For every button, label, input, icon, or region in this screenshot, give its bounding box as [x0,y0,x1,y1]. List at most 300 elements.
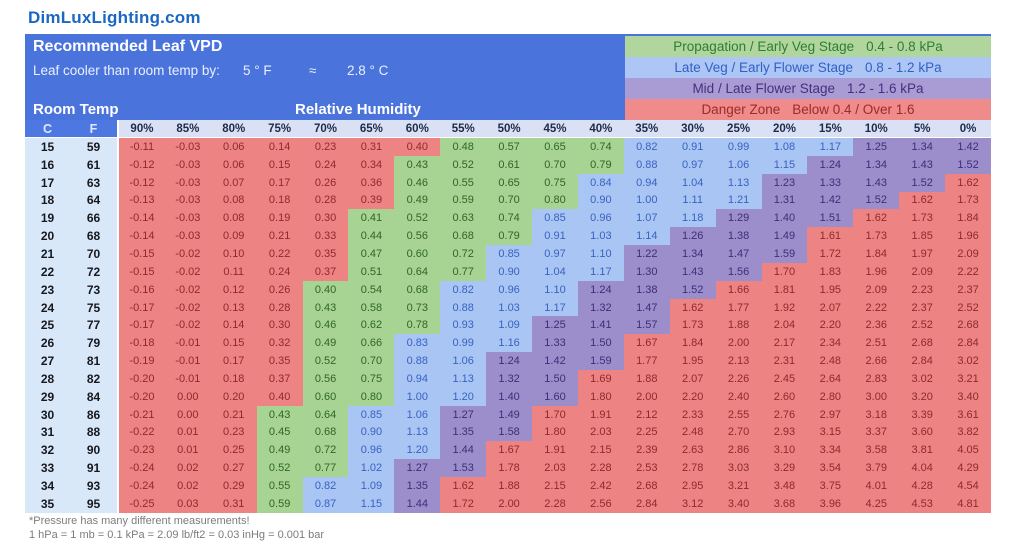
vpd-cell: 4.04 [899,459,945,477]
vpd-cell: 3.58 [853,441,899,459]
vpd-cell: 2.97 [807,406,853,424]
vpd-cell: 1.31 [762,192,808,210]
vpd-cell: 1.26 [670,227,716,245]
vpd-cell: 1.73 [899,209,945,227]
temp-c-cell: 19 [25,209,70,227]
vpd-cell: 0.43 [303,299,349,317]
vpd-cell: 0.85 [486,245,532,263]
vpd-cell: 0.31 [211,495,257,513]
leaf-cooler-label: Leaf cooler than room temp by: [33,63,220,78]
vpd-cell: 0.18 [257,192,303,210]
vpd-cell: 0.49 [257,441,303,459]
vpd-cell: 0.85 [532,209,578,227]
vpd-cell: -0.19 [119,352,165,370]
vpd-cell: 0.00 [165,388,211,406]
temp-c-cell: 18 [25,192,70,210]
vpd-cell: 2.37 [899,299,945,317]
vpd-cell: 1.30 [624,263,670,281]
vpd-cell: 1.59 [762,245,808,263]
vpd-cell: 0.90 [486,263,532,281]
vpd-cell: -0.25 [119,495,165,513]
temp-c-cell: 23 [25,281,70,299]
vpd-cell: 0.79 [486,227,532,245]
vpd-cell: 3.40 [716,495,762,513]
temp-c-cell: 32 [25,441,70,459]
vpd-cell: 0.30 [303,209,349,227]
vpd-cell: 0.97 [532,245,578,263]
vpd-cell: 1.85 [899,227,945,245]
leaf-offset-row [25,63,625,80]
footnote-line-2: 1 hPa = 1 mb = 0.1 kPa = 2.09 lb/ft2 = 0.03 inHg = 0.001 bar [29,529,325,541]
vpd-cell: 1.06 [394,406,440,424]
vpd-cell: -0.03 [165,192,211,210]
vpd-cell: 0.24 [257,263,303,281]
vpd-cell: 1.73 [945,192,991,210]
vpd-cell: 0.61 [486,156,532,174]
vpd-cell: 1.42 [945,138,991,156]
vpd-cell: 1.20 [440,388,486,406]
humidity-header-cell: 5% [899,120,945,138]
vpd-cell: 0.26 [257,281,303,299]
vpd-cell: -0.13 [119,192,165,210]
legend-row-propagation [625,36,991,57]
vpd-cell: 1.14 [624,227,670,245]
vpd-cell: -0.24 [119,459,165,477]
vpd-banner [25,34,991,120]
vpd-cell: -0.20 [119,388,165,406]
vpd-cell: 1.50 [578,334,624,352]
vpd-cell: 1.80 [578,388,624,406]
vpd-cell: 2.52 [945,299,991,317]
vpd-cell: 0.30 [257,316,303,334]
vpd-cell: 1.70 [532,406,578,424]
temp-c-cell: 17 [25,174,70,192]
vpd-cell: 0.06 [211,138,257,156]
vpd-legend [625,36,991,120]
temp-f-cell: 81 [70,352,119,370]
vpd-cell: 1.42 [532,352,578,370]
vpd-cell: 1.16 [486,334,532,352]
vpd-cell: 0.41 [348,209,394,227]
vpd-cell: 1.24 [807,156,853,174]
vpd-cell: 0.11 [211,263,257,281]
vpd-cell: 0.28 [257,299,303,317]
legend-range: 0.4 - 0.8 kPa [866,39,943,54]
vpd-cell: 0.15 [211,334,257,352]
vpd-cell: 0.37 [257,370,303,388]
vpd-cell: 0.99 [440,334,486,352]
vpd-cell: 3.68 [762,495,808,513]
vpd-cell: 1.59 [578,352,624,370]
vpd-cell: -0.03 [165,138,211,156]
temp-f-cell: 79 [70,334,119,352]
vpd-cell: 0.20 [211,388,257,406]
vpd-cell: 2.09 [945,245,991,263]
vpd-cell: 2.95 [670,477,716,495]
vpd-cell: 1.69 [578,370,624,388]
vpd-cell: 0.18 [211,370,257,388]
vpd-cell: 2.42 [578,477,624,495]
vpd-cell: 0.52 [303,352,349,370]
temp-c-cell: 20 [25,227,70,245]
vpd-cell: -0.12 [119,174,165,192]
vpd-cell: 1.29 [716,209,762,227]
vpd-cell: 1.92 [762,299,808,317]
vpd-cell: 0.91 [670,138,716,156]
vpd-cell: 3.79 [853,459,899,477]
temp-f-header: F [70,120,119,138]
vpd-cell: 1.60 [532,388,578,406]
vpd-cell: 2.25 [624,424,670,442]
vpd-cell: -0.23 [119,441,165,459]
vpd-cell: 0.49 [303,334,349,352]
vpd-cell: 2.78 [670,459,716,477]
vpd-cell: 1.35 [440,424,486,442]
vpd-cell: 3.20 [899,388,945,406]
vpd-cell: 1.58 [486,424,532,442]
vpd-cell: 0.29 [211,477,257,495]
vpd-cell: 1.20 [394,441,440,459]
vpd-cell: 0.37 [303,263,349,281]
site-title[interactable]: DimLuxLighting.com [28,8,201,27]
vpd-cell: 0.90 [348,424,394,442]
vpd-cell: 0.96 [348,441,394,459]
legend-row-late-veg [625,57,991,78]
vpd-cell: 4.25 [853,495,899,513]
vpd-cell: 1.77 [716,299,762,317]
humidity-header-cell: 25% [716,120,762,138]
vpd-cell: 2.28 [532,495,578,513]
vpd-cell: 0.68 [303,424,349,442]
vpd-cell: 0.35 [257,352,303,370]
vpd-cell: 1.18 [670,209,716,227]
vpd-cell: 2.31 [762,352,808,370]
vpd-cell: 2.09 [899,263,945,281]
vpd-cell: 1.43 [853,174,899,192]
vpd-cell: 0.58 [348,299,394,317]
temp-f-cell: 64 [70,192,119,210]
humidity-header-cell: 55% [440,120,486,138]
vpd-cell: -0.22 [119,424,165,442]
vpd-cell: 0.63 [440,209,486,227]
vpd-cell: 2.12 [624,406,670,424]
vpd-cell: 0.77 [440,263,486,281]
vpd-cell: 0.88 [440,299,486,317]
temp-f-cell: 72 [70,263,119,281]
vpd-cell: 0.65 [486,174,532,192]
vpd-cell: 2.13 [716,352,762,370]
vpd-cell: 0.56 [394,227,440,245]
vpd-cell: 1.13 [440,370,486,388]
vpd-cell: 0.75 [348,370,394,388]
vpd-cell: 0.09 [211,227,257,245]
vpd-cell: 3.39 [899,406,945,424]
temp-c-cell: 27 [25,352,70,370]
temp-c-cell: 22 [25,263,70,281]
vpd-cell: 2.22 [945,263,991,281]
vpd-cell: 2.76 [762,406,808,424]
vpd-cell: 0.84 [578,174,624,192]
temp-c-cell: 33 [25,459,70,477]
vpd-cell: 0.47 [348,245,394,263]
humidity-header-cell: 30% [670,120,716,138]
vpd-cell: 1.73 [853,227,899,245]
vpd-cell: 2.52 [899,316,945,334]
temp-f-cell: 73 [70,281,119,299]
vpd-cell: 0.62 [348,316,394,334]
vpd-cell: 0.94 [394,370,440,388]
vpd-cell: -0.14 [119,227,165,245]
humidity-header-cell: 60% [394,120,440,138]
vpd-cell: -0.16 [119,281,165,299]
vpd-cell: -0.03 [165,156,211,174]
legend-range: Below 0.4 / Over 1.6 [792,102,915,117]
approx-equal-icon: ≈ [309,63,317,78]
humidity-header-cell: 65% [348,120,394,138]
vpd-cell: 3.60 [899,424,945,442]
vpd-cell: 1.04 [670,174,716,192]
humidity-header-cell: 70% [303,120,349,138]
vpd-cell: 0.88 [624,156,670,174]
vpd-cell: 0.26 [303,174,349,192]
vpd-cell: 0.96 [578,209,624,227]
temp-c-header: C [25,120,70,138]
vpd-cell: 0.51 [348,263,394,281]
vpd-cell: 2.40 [716,388,762,406]
vpd-cell: 2.70 [716,424,762,442]
vpd-cell: 1.44 [394,495,440,513]
vpd-cell: 1.62 [945,174,991,192]
temp-c-cell: 26 [25,334,70,352]
legend-label: Danger Zone [701,102,781,117]
vpd-cell: -0.01 [165,334,211,352]
vpd-cell: 0.70 [486,192,532,210]
vpd-cell: 2.34 [807,334,853,352]
vpd-cell: 2.68 [899,334,945,352]
vpd-cell: 1.70 [762,263,808,281]
vpd-cell: 2.39 [624,441,670,459]
vpd-cell: 0.52 [257,459,303,477]
vpd-cell: 1.06 [716,156,762,174]
vpd-cell: 1.09 [348,477,394,495]
vpd-cell: 0.56 [303,370,349,388]
vpd-cell: 1.38 [624,281,670,299]
vpd-cell: 2.20 [807,316,853,334]
vpd-cell: -0.01 [165,370,211,388]
vpd-cell: 3.21 [945,370,991,388]
vpd-cell: 0.46 [394,174,440,192]
vpd-cell: 0.78 [394,316,440,334]
vpd-cell: 2.51 [853,334,899,352]
vpd-cell: 1.00 [394,388,440,406]
vpd-cell: 4.54 [945,477,991,495]
temp-f-cell: 90 [70,441,119,459]
temp-f-cell: 66 [70,209,119,227]
vpd-cell: 1.35 [394,477,440,495]
vpd-cell: 1.03 [486,299,532,317]
vpd-cell: 1.84 [945,209,991,227]
vpd-cell: 0.82 [624,138,670,156]
temp-c-cell: 30 [25,406,70,424]
footnote-line-1: *Pressure has many different measurements! [29,515,250,527]
vpd-cell: 1.72 [440,495,486,513]
vpd-cell: 2.22 [853,299,899,317]
temp-f-cell: 75 [70,299,119,317]
vpd-chart [25,34,991,513]
vpd-cell: 2.00 [624,388,670,406]
temp-f-cell: 61 [70,156,119,174]
temp-f-cell: 70 [70,245,119,263]
vpd-cell: 0.99 [716,138,762,156]
vpd-cell: -0.17 [119,316,165,334]
vpd-cell: 0.70 [532,156,578,174]
vpd-cell: 1.81 [762,281,808,299]
vpd-cell: 1.61 [807,227,853,245]
vpd-cell: 2.84 [945,334,991,352]
vpd-cell: 1.24 [486,352,532,370]
vpd-cell: 2.86 [716,441,762,459]
vpd-cell: 1.62 [670,299,716,317]
vpd-cell: 4.53 [899,495,945,513]
vpd-cell: 1.11 [670,192,716,210]
humidity-header-cell: 40% [578,120,624,138]
humidity-header-cell: 80% [211,120,257,138]
vpd-cell: 0.64 [394,263,440,281]
vpd-cell: 3.10 [762,441,808,459]
vpd-cell: 0.45 [257,424,303,442]
vpd-cell: -0.15 [119,263,165,281]
temp-f-cell: 84 [70,388,119,406]
vpd-cell: 2.84 [899,352,945,370]
vpd-cell: 0.17 [211,352,257,370]
vpd-cell: 0.55 [257,477,303,495]
vpd-cell: 2.60 [762,388,808,406]
vpd-cell: 1.34 [853,156,899,174]
temp-f-cell: 59 [70,138,119,156]
vpd-cell: 1.17 [578,263,624,281]
temp-c-cell: 15 [25,138,70,156]
vpd-cell: 3.37 [853,424,899,442]
vpd-cell: 1.04 [532,263,578,281]
vpd-cell: 3.29 [762,459,808,477]
vpd-cell: 1.43 [899,156,945,174]
vpd-cell: 1.13 [716,174,762,192]
vpd-cell: -0.11 [119,138,165,156]
vpd-cell: 1.84 [853,245,899,263]
vpd-cell: 2.53 [624,459,670,477]
vpd-cell: 1.40 [486,388,532,406]
vpd-cell: 1.57 [624,316,670,334]
vpd-cell: 2.26 [716,370,762,388]
banner-title: Recommended Leaf VPD [33,38,223,55]
vpd-cell: 0.43 [257,406,303,424]
vpd-cell: 0.73 [394,299,440,317]
legend-range: 0.8 - 1.2 kPa [865,60,942,75]
vpd-cell: 0.10 [211,245,257,263]
vpd-cell: 0.33 [303,227,349,245]
vpd-cell: 0.68 [440,227,486,245]
vpd-cell: 1.38 [716,227,762,245]
vpd-cell: 0.40 [394,138,440,156]
humidity-header-cell: 75% [257,120,303,138]
vpd-cell: 1.40 [762,209,808,227]
vpd-cell: 3.15 [807,424,853,442]
vpd-cell: 2.23 [899,281,945,299]
vpd-cell: 0.96 [486,281,532,299]
legend-row-late-flower [625,78,991,99]
vpd-cell: 1.06 [440,352,486,370]
vpd-cell: -0.17 [119,299,165,317]
vpd-cell: -0.21 [119,406,165,424]
vpd-cell: 1.47 [624,299,670,317]
vpd-table [25,120,991,513]
vpd-cell: -0.20 [119,370,165,388]
vpd-cell: 0.82 [303,477,349,495]
vpd-cell: 1.52 [945,156,991,174]
vpd-cell: 1.21 [716,192,762,210]
vpd-cell: -0.18 [119,334,165,352]
vpd-cell: 0.00 [165,406,211,424]
temp-f-cell: 95 [70,495,119,513]
temp-c-cell: 29 [25,388,70,406]
vpd-cell: 2.03 [532,459,578,477]
vpd-cell: 1.53 [440,459,486,477]
vpd-cell: -0.01 [165,352,211,370]
delta-fahrenheit-value: 5 ° F [243,63,272,78]
vpd-cell: 1.27 [394,459,440,477]
vpd-cell: 0.34 [348,156,394,174]
vpd-cell: 2.28 [578,459,624,477]
vpd-cell: 0.25 [211,441,257,459]
vpd-cell: 3.81 [899,441,945,459]
vpd-cell: 0.68 [394,281,440,299]
vpd-cell: 1.62 [899,192,945,210]
humidity-header-cell: 0% [945,120,991,138]
vpd-cell: 0.02 [165,459,211,477]
vpd-cell: 0.12 [211,281,257,299]
vpd-cell: 1.77 [624,352,670,370]
vpd-cell: 0.77 [303,459,349,477]
vpd-cell: 2.66 [853,352,899,370]
vpd-cell: 0.06 [211,156,257,174]
vpd-cell: 4.05 [945,441,991,459]
vpd-cell: 0.94 [624,174,670,192]
vpd-cell: 1.95 [670,352,716,370]
vpd-cell: 1.51 [807,209,853,227]
temp-f-cell: 86 [70,406,119,424]
vpd-cell: 1.62 [440,477,486,495]
vpd-cell: 0.07 [211,174,257,192]
vpd-cell: 1.56 [716,263,762,281]
vpd-cell: 0.66 [348,334,394,352]
humidity-header-cell: 10% [853,120,899,138]
vpd-cell: 1.67 [486,441,532,459]
vpd-cell: 0.72 [440,245,486,263]
vpd-cell: 0.59 [257,495,303,513]
vpd-cell: 1.50 [532,370,578,388]
vpd-cell: 2.55 [716,406,762,424]
vpd-cell: 1.13 [394,424,440,442]
vpd-cell: 0.19 [257,209,303,227]
vpd-cell: 2.33 [670,406,716,424]
vpd-cell: 4.28 [899,477,945,495]
vpd-cell: 1.83 [807,263,853,281]
vpd-cell: 1.08 [762,138,808,156]
vpd-cell: 0.08 [211,192,257,210]
vpd-cell: 0.17 [257,174,303,192]
vpd-cell: 1.52 [899,174,945,192]
vpd-cell: 1.32 [486,370,532,388]
